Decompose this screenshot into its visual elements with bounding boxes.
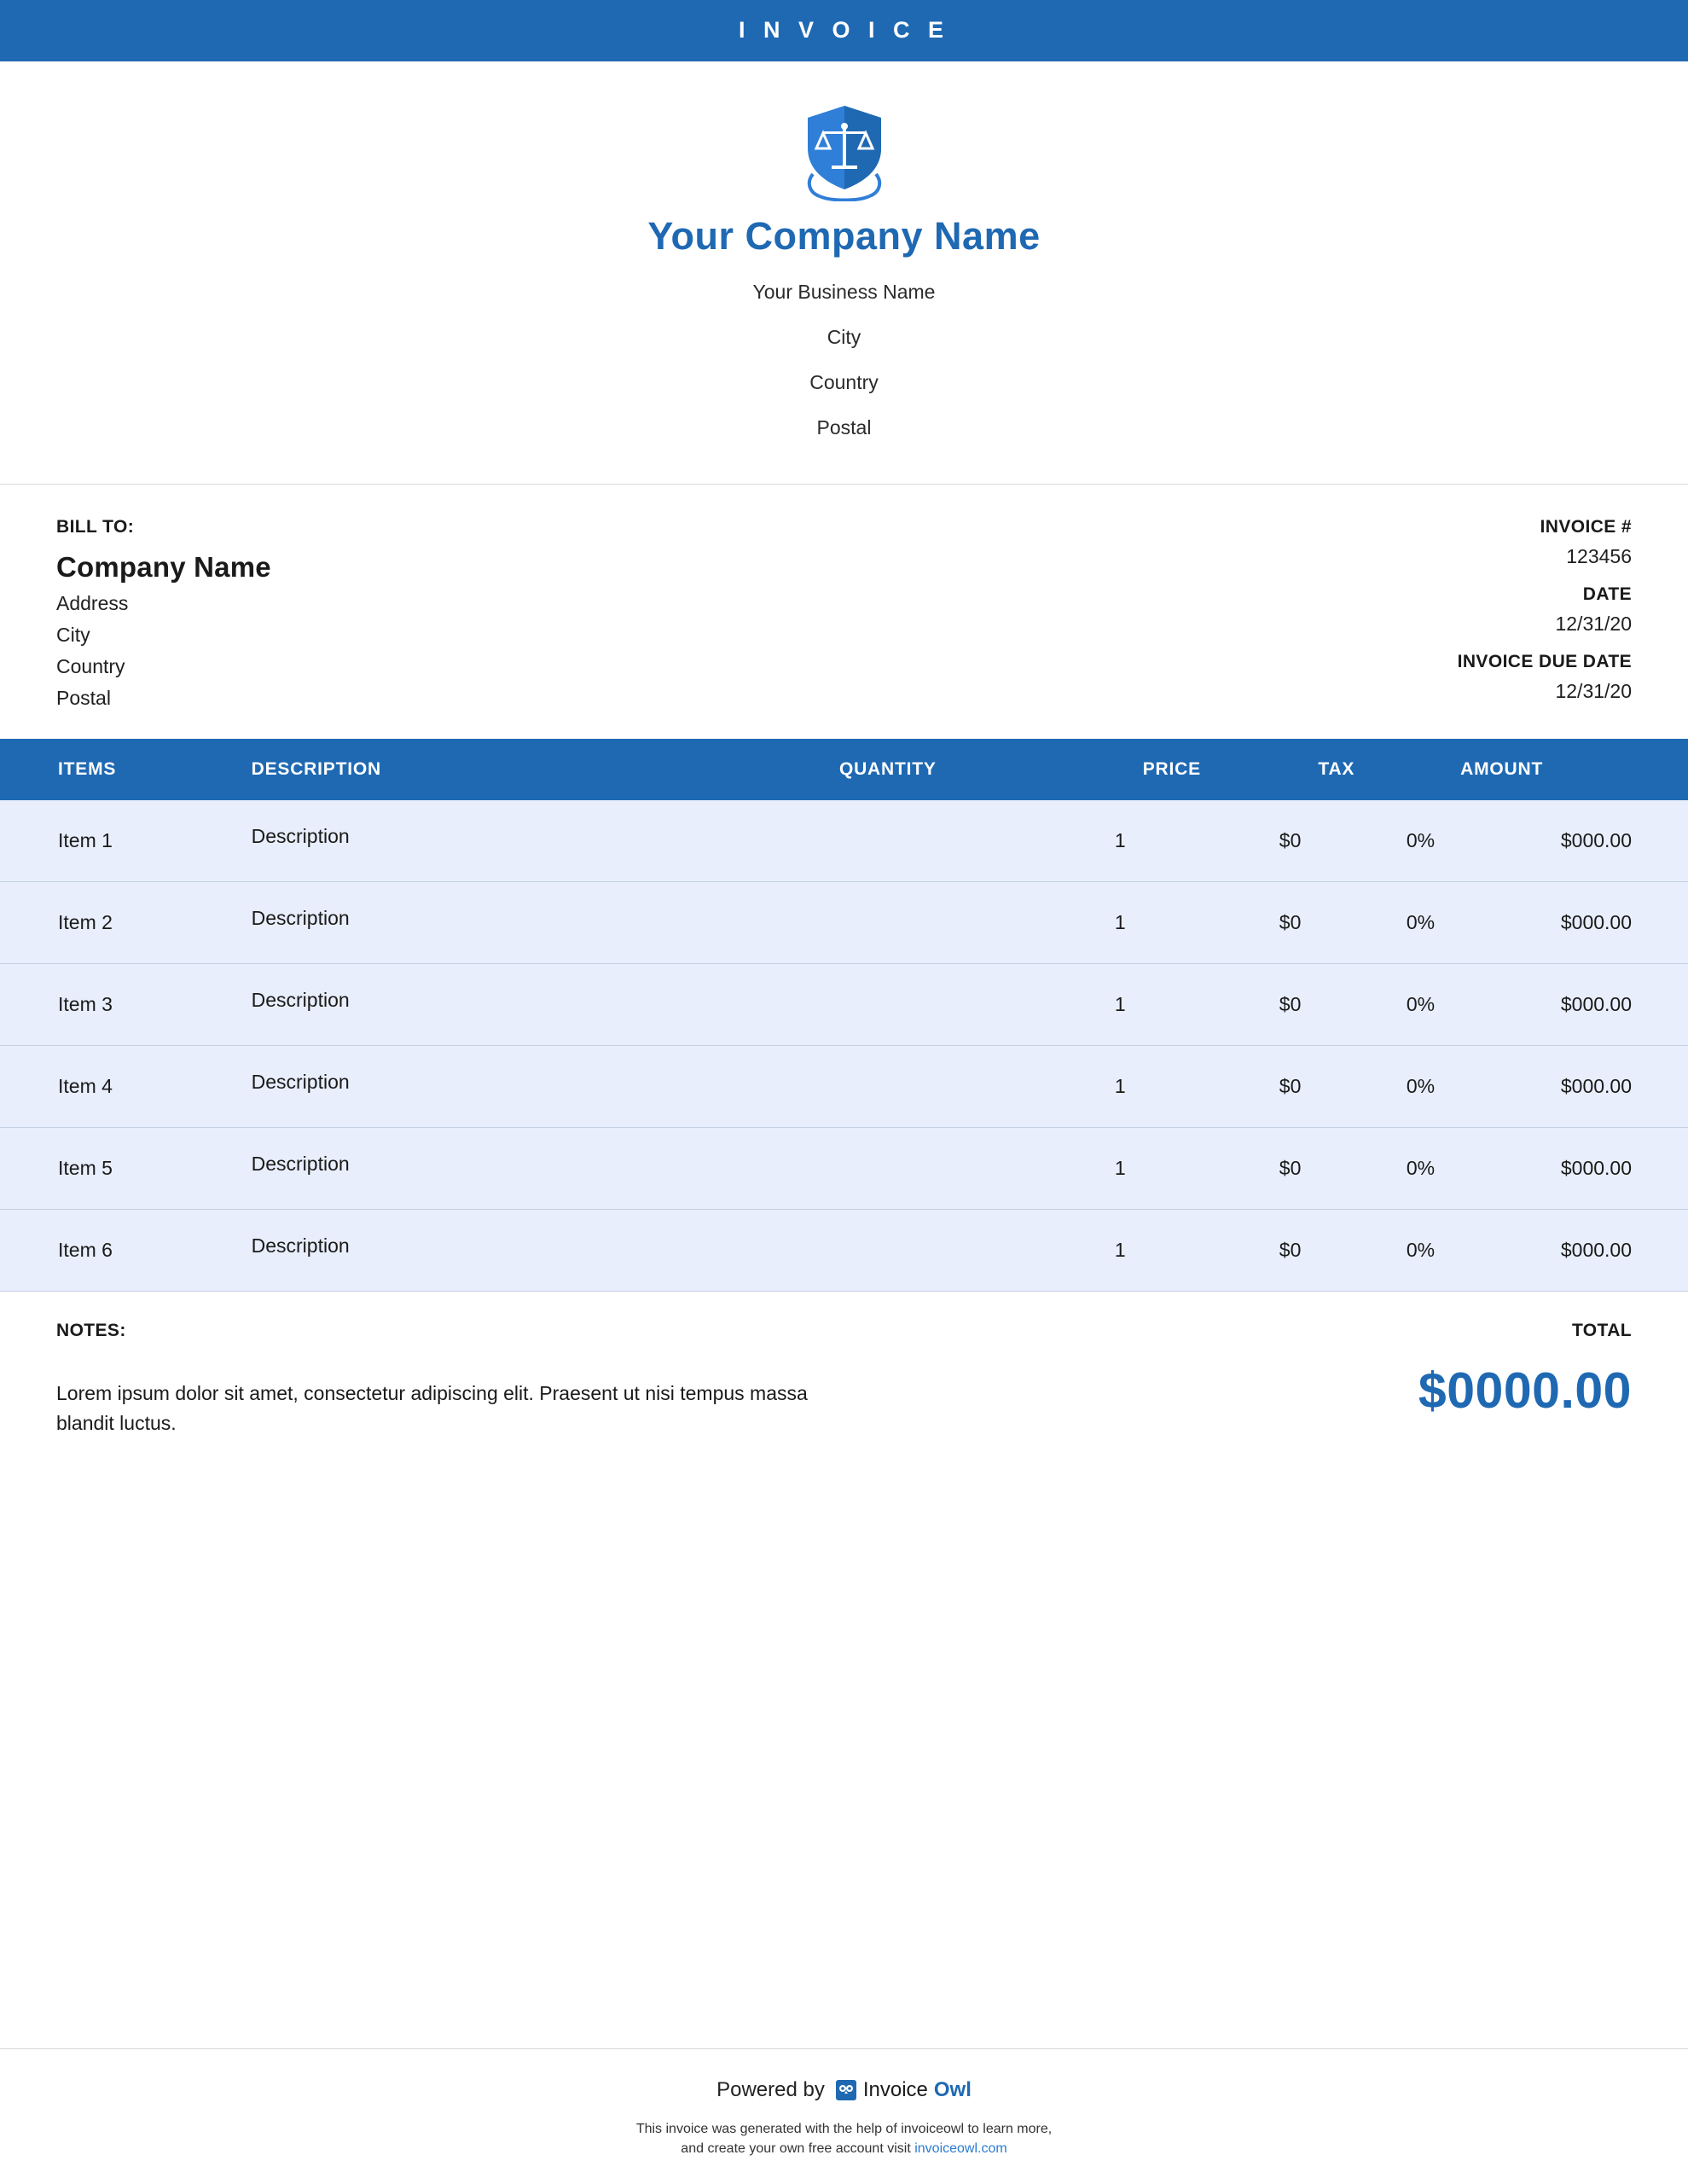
cell-tax: 0%	[1318, 1128, 1460, 1210]
footer-note-line1: This invoice was generated with the help of invoiceowl to learn more,	[635, 2121, 1053, 2136]
cell-quantity: 1	[839, 800, 1143, 882]
header-price: PRICE	[1143, 739, 1319, 800]
cell-price: $0	[1143, 964, 1319, 1046]
table-row	[0, 882, 1688, 964]
meta-section	[0, 485, 1688, 739]
company-postal: Postal	[816, 416, 872, 439]
footer	[0, 2048, 1688, 2184]
invoice-due-date-label: INVOICE DUE DATE	[1457, 652, 1632, 671]
cell-amount: $000.00	[1460, 964, 1688, 1046]
company-header	[0, 61, 1688, 485]
cell-tax: 0%	[1318, 964, 1460, 1046]
invoice-date-value: 12/31/20	[1555, 613, 1632, 635]
table-header-row	[0, 739, 1688, 800]
cell-tax: 0%	[1318, 882, 1460, 964]
header-description: DESCRIPTION	[252, 739, 839, 800]
scales-shield-icon	[780, 101, 908, 201]
invoice-number-value: 123456	[1566, 545, 1632, 567]
cell-description: Description	[252, 964, 839, 1046]
invoice-banner: I N V O I C E	[0, 0, 1688, 61]
invoice-meta-block	[1458, 517, 1632, 710]
cell-amount: $000.00	[1460, 1128, 1688, 1210]
total-label: TOTAL	[1571, 1321, 1632, 1340]
footer-note-line2	[0, 2139, 1688, 2158]
invoice-due-date-value: 12/31/20	[1555, 680, 1632, 702]
items-table-body	[0, 800, 1688, 1292]
invoice-number-label: INVOICE #	[1540, 517, 1632, 537]
cell-item: Item 6	[0, 1210, 252, 1292]
items-table-head	[0, 739, 1688, 800]
table-row	[0, 1210, 1688, 1292]
invoiceowl-logo[interactable]	[835, 2078, 972, 2102]
cell-price: $0	[1143, 1046, 1319, 1128]
cell-quantity: 1	[839, 964, 1143, 1046]
cell-item: Item 1	[0, 800, 252, 882]
header-items: ITEMS	[0, 739, 252, 800]
company-business-name: Your Business Name	[752, 281, 936, 303]
company-city: City	[827, 326, 861, 348]
table-row	[0, 964, 1688, 1046]
cell-item: Item 2	[0, 882, 252, 964]
cell-item: Item 4	[0, 1046, 252, 1128]
cell-quantity: 1	[839, 1210, 1143, 1292]
total-amount: $0000.00	[1418, 1362, 1632, 1419]
header-tax: TAX	[1318, 739, 1460, 800]
footer-note-line2-prefix: and create your own free account visit	[681, 2140, 915, 2156]
cell-amount: $000.00	[1460, 1046, 1688, 1128]
cell-tax: 0%	[1318, 1210, 1460, 1292]
header-amount: AMOUNT	[1460, 739, 1688, 800]
table-row	[0, 1046, 1688, 1128]
cell-amount: $000.00	[1460, 882, 1688, 964]
company-logo	[0, 100, 1688, 202]
cell-price: $0	[1143, 1128, 1319, 1210]
bill-to-block	[56, 517, 271, 710]
cell-price: $0	[1143, 882, 1319, 964]
cell-description: Description	[252, 800, 839, 882]
bill-to-country: Country	[56, 655, 125, 677]
bill-to-postal: Postal	[56, 687, 111, 709]
cell-description: Description	[252, 882, 839, 964]
cell-quantity: 1	[839, 1046, 1143, 1128]
bill-to-address: Address	[56, 592, 129, 614]
bill-to-label: BILL TO:	[56, 517, 135, 537]
bill-to-city: City	[56, 624, 90, 646]
brand-owl-text: Owl	[933, 2077, 972, 2101]
table-row	[0, 1128, 1688, 1210]
powered-by-label: Powered by	[716, 2077, 825, 2101]
invoice-date-label: DATE	[1582, 584, 1632, 604]
notes-block	[56, 1321, 850, 1438]
cell-item: Item 3	[0, 964, 252, 1046]
header-quantity: QUANTITY	[839, 739, 1143, 800]
cell-description: Description	[252, 1046, 839, 1128]
owl-icon	[835, 2079, 857, 2101]
cell-quantity: 1	[839, 882, 1143, 964]
powered-by-row	[0, 2078, 1688, 2102]
company-name: Your Company Name	[647, 214, 1041, 258]
items-table	[0, 739, 1688, 1292]
cell-amount: $000.00	[1460, 800, 1688, 882]
cell-description: Description	[252, 1210, 839, 1292]
cell-tax: 0%	[1318, 800, 1460, 882]
notes-total-section	[0, 1292, 1688, 1438]
cell-item: Item 5	[0, 1128, 252, 1210]
notes-text: Lorem ipsum dolor sit amet, consectetur adipiscing elit. Praesent ut nisi tempus massa blandit luctus.	[56, 1382, 808, 1434]
footer-note	[0, 2119, 1688, 2158]
total-block	[1418, 1321, 1632, 1438]
brand-invoice-text: Invoice	[862, 2077, 928, 2101]
cell-price: $0	[1143, 1210, 1319, 1292]
cell-quantity: 1	[839, 1128, 1143, 1210]
cell-amount: $000.00	[1460, 1210, 1688, 1292]
bill-to-company: Company Name	[56, 551, 271, 583]
cell-description: Description	[252, 1128, 839, 1210]
company-country: Country	[809, 371, 879, 393]
table-row	[0, 800, 1688, 882]
cell-tax: 0%	[1318, 1046, 1460, 1128]
notes-label: NOTES:	[56, 1321, 126, 1340]
invoiceowl-link[interactable]: invoiceowl.com	[914, 2140, 1007, 2156]
cell-price: $0	[1143, 800, 1319, 882]
